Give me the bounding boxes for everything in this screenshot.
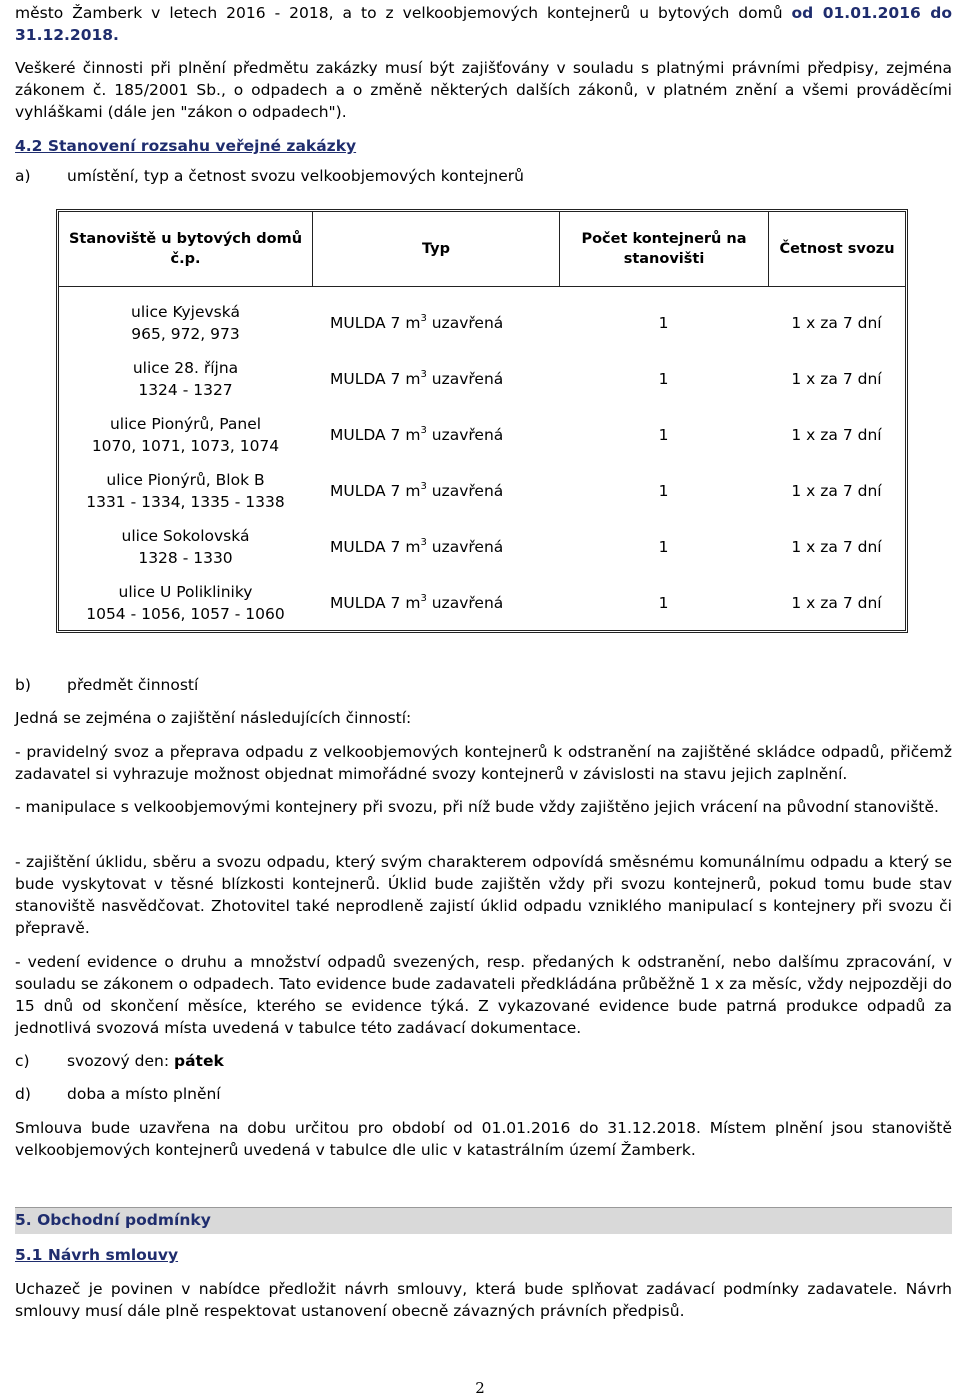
- location-cell: [59, 351, 312, 407]
- frequency-cell: 1 x za 7 dní: [791, 370, 882, 388]
- count-cell: 1: [658, 482, 669, 500]
- page-number: 2: [475, 1379, 485, 1397]
- street: ulice 28. října: [132, 359, 239, 377]
- unit-exponent: 3: [420, 368, 427, 380]
- frequency-cell: 1 x za 7 dní: [791, 482, 882, 500]
- header-count: Počet kontejnerů na stanovišti: [559, 212, 768, 287]
- frequency-cell: 1 x za 7 dní: [791, 538, 882, 556]
- location-cell: [59, 463, 312, 519]
- type-cell: [312, 351, 559, 407]
- table-row: [59, 287, 905, 351]
- item-d-label: d): [15, 1085, 31, 1103]
- type-text: MULDA 7 m: [330, 426, 421, 444]
- section-5-heading: 5. Obchodní podmínky: [15, 1211, 211, 1229]
- table-header-row: [59, 212, 905, 287]
- type-suffix: uzavřená: [426, 538, 504, 556]
- house-numbers: 1324 - 1327: [138, 381, 233, 399]
- house-numbers: 1054 - 1056, 1057 - 1060: [86, 605, 285, 623]
- type-suffix: uzavřená: [426, 482, 504, 500]
- unit-exponent: 3: [420, 480, 427, 492]
- count-cell: 1: [658, 370, 669, 388]
- item-d-text: doba a místo plnění: [67, 1085, 221, 1103]
- unit-exponent: 3: [420, 592, 427, 604]
- unit-exponent: 3: [420, 312, 427, 324]
- item-c: [15, 1050, 224, 1072]
- type-cell: [312, 287, 559, 351]
- contract-period-paragraph: Smlouva bude uzavřena na dobu určitou pro období od 01.01.2016 do 31.12.2018. Místem plnění jsou stanoviště velkoobjemových kontejnerů uvedená v tabulce dle ulic v katastrálním území Žamberk.: [15, 1119, 952, 1159]
- type-text: MULDA 7 m: [330, 538, 421, 556]
- intro-paragraph: [15, 2, 952, 46]
- header-frequency: Četnost svozu: [768, 212, 905, 287]
- collection-day: pátek: [173, 1052, 224, 1070]
- count-cell: 1: [658, 426, 669, 444]
- item-b-label: b): [15, 676, 31, 694]
- house-numbers: 965, 972, 973: [131, 325, 240, 343]
- street: ulice Pionýrů, Panel: [109, 415, 262, 433]
- type-text: MULDA 7 m: [330, 594, 421, 612]
- table-row: [59, 575, 905, 631]
- type-cell: [312, 519, 559, 575]
- house-numbers: 1328 - 1330: [138, 549, 233, 567]
- section-5-1-heading: 5.1 Návrh smlouvy: [15, 1246, 179, 1264]
- type-suffix: uzavřená: [426, 314, 504, 332]
- street: ulice Pionýrů, Blok B: [106, 471, 265, 489]
- location-cell: [59, 407, 312, 463]
- activities-intro: Jedná se zejména o zajištění následujících činností:: [15, 709, 412, 727]
- frequency-cell: 1 x za 7 dní: [791, 314, 882, 332]
- type-text: MULDA 7 m: [330, 370, 421, 388]
- location-cell: [59, 287, 312, 351]
- street: ulice U Polikliniky: [118, 583, 253, 601]
- intro-date-range: od 01.01.2016 do 31.12.2018.: [15, 4, 952, 44]
- legal-paragraph: Veškeré činnosti při plnění předmětu zakázky musí být zajišťovány v souladu s platnými právními předpisy, zejména zákonem č. 185/2001 Sb., o odpadech a o změně některých dalších zákonů, v platném znění a všemi prováděcími vyhláškami (dále jen "zákon o odpadech").: [15, 59, 952, 121]
- count-cell: 1: [658, 314, 669, 332]
- count-cell: 1: [658, 594, 669, 612]
- activity-item: - vedení evidence o druhu a množství odpadů svezených, resp. předaných k odstranění, nebo dalšímu zpracování, v souladu se zákonem o odpadech. Tato evidence bude zadavateli předkládána průběžně 1 x za měsíc, vždy nejpozději do 15 dnů od skončení měsíce, kterého se evidence týká. Z vykazované evidence bude patrná produkce odpadů za jednotlivá svozová místa uvedená v tabulce této zadávací dokumentace.: [15, 953, 952, 1037]
- house-numbers: 1331 - 1334, 1335 - 1338: [86, 493, 285, 511]
- type-suffix: uzavřená: [426, 426, 504, 444]
- activity-item: - pravidelný svoz a přeprava odpadu z velkoobjemových kontejnerů k odstranění na zajištěné skládce odpadů, přičemž zadavatel si vyhrazuje možnost objednat mimořádné svozy kontejnerů v závislosti na stavu jejich zaplnění.: [15, 743, 952, 783]
- house-numbers: 1070, 1071, 1073, 1074: [91, 437, 280, 455]
- item-b-title: předmět činností: [67, 676, 199, 694]
- item-a: [15, 165, 524, 187]
- contract-proposal-paragraph: Uchazeč je povinen v nabídce předložit návrh smlouvy, která bude splňovat zadávací podmínky zadavatele. Návrh smlouvy musí dále plně respektovat ustanovení obecně závazných právních předpisů.: [15, 1280, 952, 1320]
- activity-item: - manipulace s velkoobjemovými kontejnery při svozu, při níž bude vždy zajištěno jejich vrácení na původní stanoviště.: [15, 798, 939, 816]
- type-cell: [312, 575, 559, 631]
- table-row: [59, 407, 905, 463]
- container-table: [56, 209, 908, 633]
- type-text: MULDA 7 m: [330, 482, 421, 500]
- header-type: Typ: [312, 212, 559, 287]
- street: ulice Sokolovská: [121, 527, 250, 545]
- item-d: [15, 1083, 221, 1105]
- table-row: [59, 351, 905, 407]
- intro-text: město Žamberk v letech 2016 - 2018, a to z velkoobjemových kontejnerů u bytových domů: [15, 4, 792, 22]
- activity-item: - zajištění úklidu, sběru a svozu odpadu, který svým charakterem odpovídá směsnému komunálnímu odpadu a který se bude vyskytovat v těsné blízkosti kontejnerů. Úklid bude zajištěn vždy při svozu kontejnerů, pokud tomu bude stav stanoviště nasvědčovat. Zhotovitel také neprodleně zajistí úklid odpadu vzniklého manipulací s kontejnery při svozu či přepravě.: [15, 853, 952, 937]
- table-row: [59, 463, 905, 519]
- item-a-text: umístění, typ a četnost svozu velkoobjemových kontejnerů: [67, 167, 524, 185]
- item-b: [15, 674, 198, 696]
- type-suffix: uzavřená: [426, 594, 504, 612]
- item-c-label: c): [15, 1052, 30, 1070]
- location-cell: [59, 575, 312, 631]
- item-c-text: svozový den:: [67, 1052, 174, 1070]
- table-row: [59, 519, 905, 575]
- street: ulice Kyjevská: [131, 303, 240, 321]
- header-location: Stanoviště u bytových domů č.p.: [59, 212, 312, 287]
- type-text: MULDA 7 m: [330, 314, 421, 332]
- frequency-cell: 1 x za 7 dní: [791, 426, 882, 444]
- item-a-label: a): [15, 167, 31, 185]
- type-cell: [312, 463, 559, 519]
- location-cell: [59, 519, 312, 575]
- type-cell: [312, 407, 559, 463]
- frequency-cell: 1 x za 7 dní: [791, 594, 882, 612]
- section-4-2-heading: 4.2 Stanovení rozsahu veřejné zakázky: [15, 137, 357, 155]
- count-cell: 1: [658, 538, 669, 556]
- unit-exponent: 3: [420, 424, 427, 436]
- unit-exponent: 3: [420, 536, 427, 548]
- type-suffix: uzavřená: [426, 370, 504, 388]
